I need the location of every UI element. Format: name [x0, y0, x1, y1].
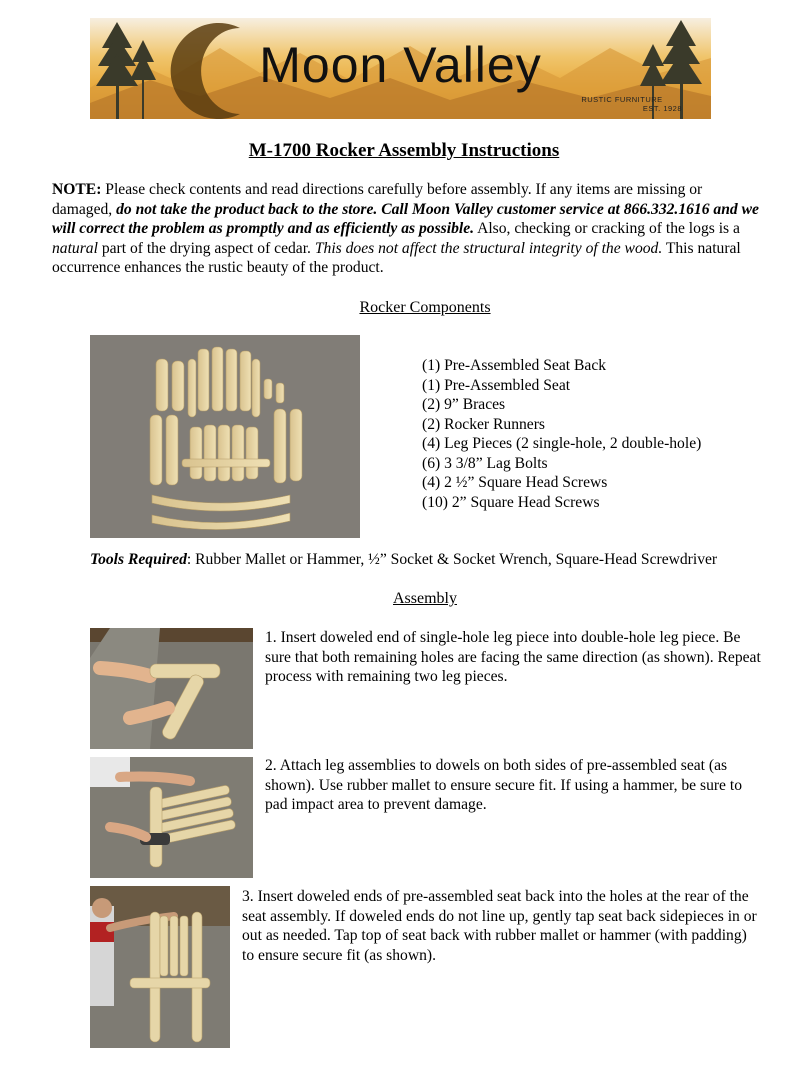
note-text-2: Also, checking or cracking of the logs is a [474, 220, 740, 238]
component-item: (1) Pre-Assembled Seat [422, 376, 571, 394]
note-text-3: part of the drying aspect of cedar. [97, 239, 315, 257]
component-item: (1) Pre-Assembled Seat Back [422, 357, 607, 374]
brand-banner [90, 18, 711, 119]
assembly-step-1: 1. Insert doweled end of single-hole leg piece into double-hole leg piece. Be sure that both remaining holes are facing the same direction (as shown). Repeat process with remaining two leg pieces. [265, 629, 761, 685]
note-emphasis-1: do not take the product back to the store. Call Moon Valley customer service at 866.332.1616 and we will correct the problem as promptly and as efficiently as possible. [52, 200, 759, 238]
assembly-step-2: 2. Attach leg assemblies to dowels on both sides of pre-assembled seat (as shown). Use rubber mallet to ensure secure fit. If using a hammer, be sure to pad impact area to prevent damage. [265, 757, 743, 813]
components-list [422, 356, 802, 512]
step-2-illustration [90, 757, 253, 878]
assembly-step-3: 3. Insert doweled ends of pre-assembled seat back into the holes at the rear of the seat assembly. If doweled ends do not line up, gently tap seat back sidepieces in or out as needed. Tap top of seat back with rubber mallet or hammer (with padding) to ensure secure fit (as shown). [242, 888, 757, 964]
note-label: NOTE: [52, 181, 102, 198]
brand-tagline-text: RUSTIC FURNITURE [581, 95, 663, 104]
rocker-components-illustration [90, 335, 360, 538]
components-heading: Rocker Components [359, 299, 491, 316]
component-item: (2) 9” Braces [422, 396, 506, 413]
rocker-components-photo [90, 335, 360, 538]
component-item: (2) Rocker Runners [422, 415, 545, 433]
component-item: (10) 2” Square Head Screws [422, 493, 600, 511]
step-1-photo [90, 628, 253, 749]
assembly-heading: Assembly [393, 590, 457, 607]
component-item: (4) 2 ½” Square Head Screws [422, 474, 608, 491]
brand-name: Moon Valley [259, 37, 542, 93]
page-title: M-1700 Rocker Assembly Instructions [248, 140, 560, 161]
note-emphasis-2: natural [52, 239, 98, 257]
step-1-illustration [90, 628, 253, 749]
tools-label: Tools Required [90, 551, 187, 568]
step-3-illustration [90, 886, 230, 1048]
step-3-photo [90, 886, 230, 1048]
tools-required [90, 550, 750, 570]
tools-text: : Rubber Mallet or Hammer, ½” Socket & Socket Wrench, Square-Head Screwdriver [186, 551, 718, 568]
brand-established: EST. 1928 [642, 103, 682, 113]
step-2-photo [90, 757, 253, 878]
component-item: (4) Leg Pieces (2 single-hole, 2 double-hole) [422, 435, 702, 452]
component-item: (6) 3 3/8” Lag Bolts [422, 454, 548, 472]
note-emphasis-3: This does not affect the structural integrity of the wood. [314, 239, 663, 257]
note-text-1: Please check contents and read directions carefully before assembly. If any items are missing or damaged, [52, 181, 703, 218]
note-text-4: This natural occurrence enhances the rustic beauty of the product. [52, 239, 741, 277]
note-paragraph [52, 180, 762, 278]
brand-tagline [562, 96, 682, 113]
